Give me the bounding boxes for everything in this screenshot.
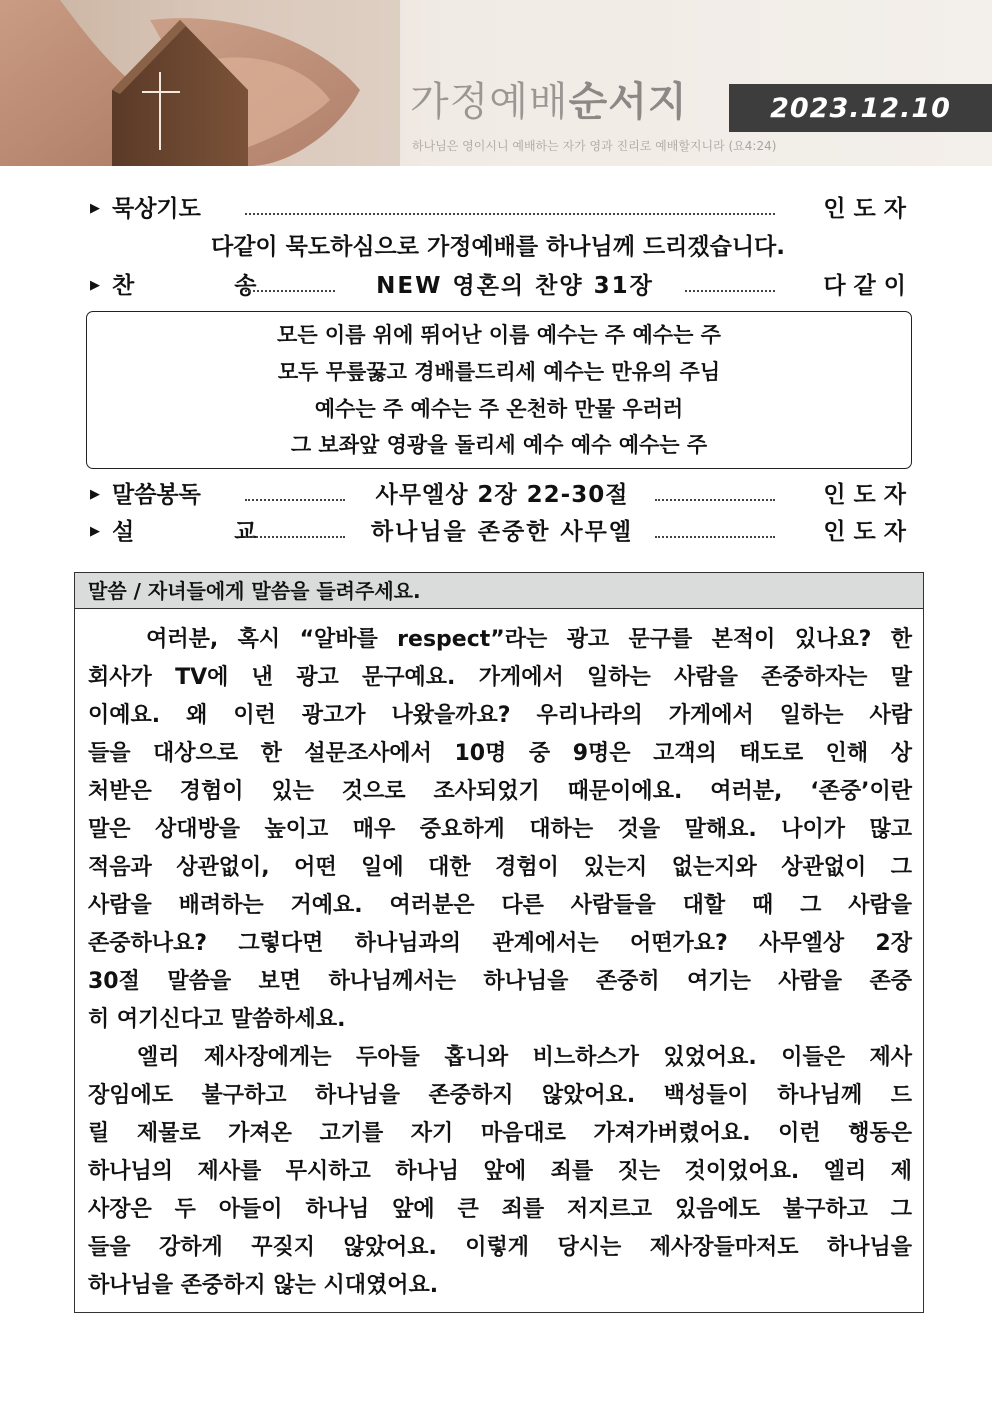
sermon-line: 히 여기신다고 말씀하세요. [88,1007,346,1032]
sermon-line: 이예요. 왜 이런 광고가 나왔을까요? 우리나라의 가게에서 일하는 사람 [88,703,912,728]
sermon-line: 회사가 TV에 낸 광고 문구예요. 가게에서 일하는 사람을 존중하자는 말 [88,665,912,690]
title-bold: 순서지 [568,79,688,125]
sermon-line: 하나님의 제사를 무시하고 하나님 앞에 죄를 짓는 것이었어요. 엘리 제 [88,1159,912,1184]
dotted-leader [655,499,775,501]
triangle-bullet-icon: ▶ [90,201,100,216]
sermon-line: 적음과 상관없이, 어떤 일에 대한 경험이 있는지 없는지와 상관없이 그 [88,855,912,880]
meditation-text: 다같이 묵도하심으로 가정예배를 하나님께 드리겠습니다. [211,234,785,260]
order-row-reading [90,478,914,512]
lyric-line: 모두 무릎꿇고 경배를드리세 예수는 만유의 주님 [277,360,721,384]
lyric-line: 모든 이름 위에 뛰어난 이름 예수는 주 예수는 주 [277,323,721,347]
dotted-leader [245,290,335,292]
sermon-line: 사람을 배려하는 거예요. 여러분은 다른 사람들을 대할 때 그 사람을 [88,893,912,918]
row-leader: 인도자 [823,482,914,508]
sermon-line: 처받은 경험이 있는 것으로 조사되었기 때문이에요. 여러분, ‘존중’이란 [88,779,912,804]
row-label: 설 교 [112,519,285,545]
dotted-leader [655,536,775,538]
sermon-message-box [74,572,924,1313]
page-title [410,78,687,126]
dotted-leader [245,213,775,215]
sermon-heading: 말씀 / 자녀들에게 말씀을 들려주세요. [75,573,923,609]
date-badge [729,84,992,132]
row-label: 찬 송 [112,273,285,299]
row-leader: 인도자 [823,196,914,222]
hands-house-illustration [0,0,400,166]
sermon-line: 장임에도 불구하고 하나님을 존중하지 않았어요. 백성들이 하나님께 드 [88,1083,912,1108]
row-leader: 다같이 [823,273,914,299]
sermon-line: 말은 상대방을 높이고 매우 중요하게 대하는 것을 말해요. 나이가 많고 [88,817,912,842]
triangle-bullet-icon: ▶ [90,487,100,502]
order-row-meditation [90,192,914,226]
dotted-leader [245,536,345,538]
triangle-bullet-icon: ▶ [90,278,100,293]
row-label: 묵상기도 [112,196,201,222]
row-label: 말씀봉독 [112,482,201,508]
sermon-line: 들을 대상으로 한 설문조사에서 10명 중 9명은 고객의 태도로 인해 상 [88,741,912,766]
sermon-line: 사장은 두 아들이 하나님 앞에 큰 죄를 저지르고 있음에도 불구하고 그 [88,1197,912,1222]
sermon-line: 존중하나요? 그렇다면 하나님과의 관계에서는 어떤가요? 사무엘상 2장 [88,931,912,956]
sermon-line: 하나님을 존중하지 않는 시대였어요. [88,1273,439,1298]
order-row-sermon [90,515,914,549]
order-row-hymn [90,269,914,303]
hymn-lyrics-box [86,311,912,469]
title-light: 가정예배 [410,79,569,125]
lyric-line: 그 보좌앞 영광을 돌리세 예수 예수 예수는 주 [290,433,708,457]
sermon-line: 릴 제물로 가져온 고기를 자기 마음대로 가져가버렸어요. 이런 행동은 [88,1121,912,1146]
triangle-bullet-icon: ▶ [90,524,100,539]
header-subtitle: 하나님은 영이시니 예배하는 자가 영과 진리로 예배할지니라 (요4:24) [412,139,777,153]
header-banner [0,0,992,166]
date-text: 2023.12.10 [770,92,951,124]
dotted-leader [245,499,345,501]
sermon-line: 들을 강하게 꾸짖지 않았어요. 이렇게 당시는 제사장들마저도 하나님을 [88,1235,912,1260]
sermon-line: 30절 말씀을 보면 하나님께서는 하나님을 존중히 여기는 사람을 존중 [88,969,912,994]
row-leader: 인도자 [823,519,914,545]
sermon-line: 엘리 제사장에게는 두아들 홉니와 비느하스가 있었어요. 이들은 제사 [88,1045,912,1070]
sermon-line: 여러분, 혹시 “알바를 respect”라는 광고 문구를 본적이 있나요? 한 [88,627,912,652]
dotted-leader [685,290,775,292]
row-content: 하나님을 존중한 사무엘 [370,519,634,545]
lyric-line: 예수는 주 예수는 주 온천하 만물 우러러 [314,397,684,421]
row-content: 사무엘상 2장 22-30절 [375,482,629,508]
row-content: NEW 영혼의 찬양 31장 [376,273,654,299]
